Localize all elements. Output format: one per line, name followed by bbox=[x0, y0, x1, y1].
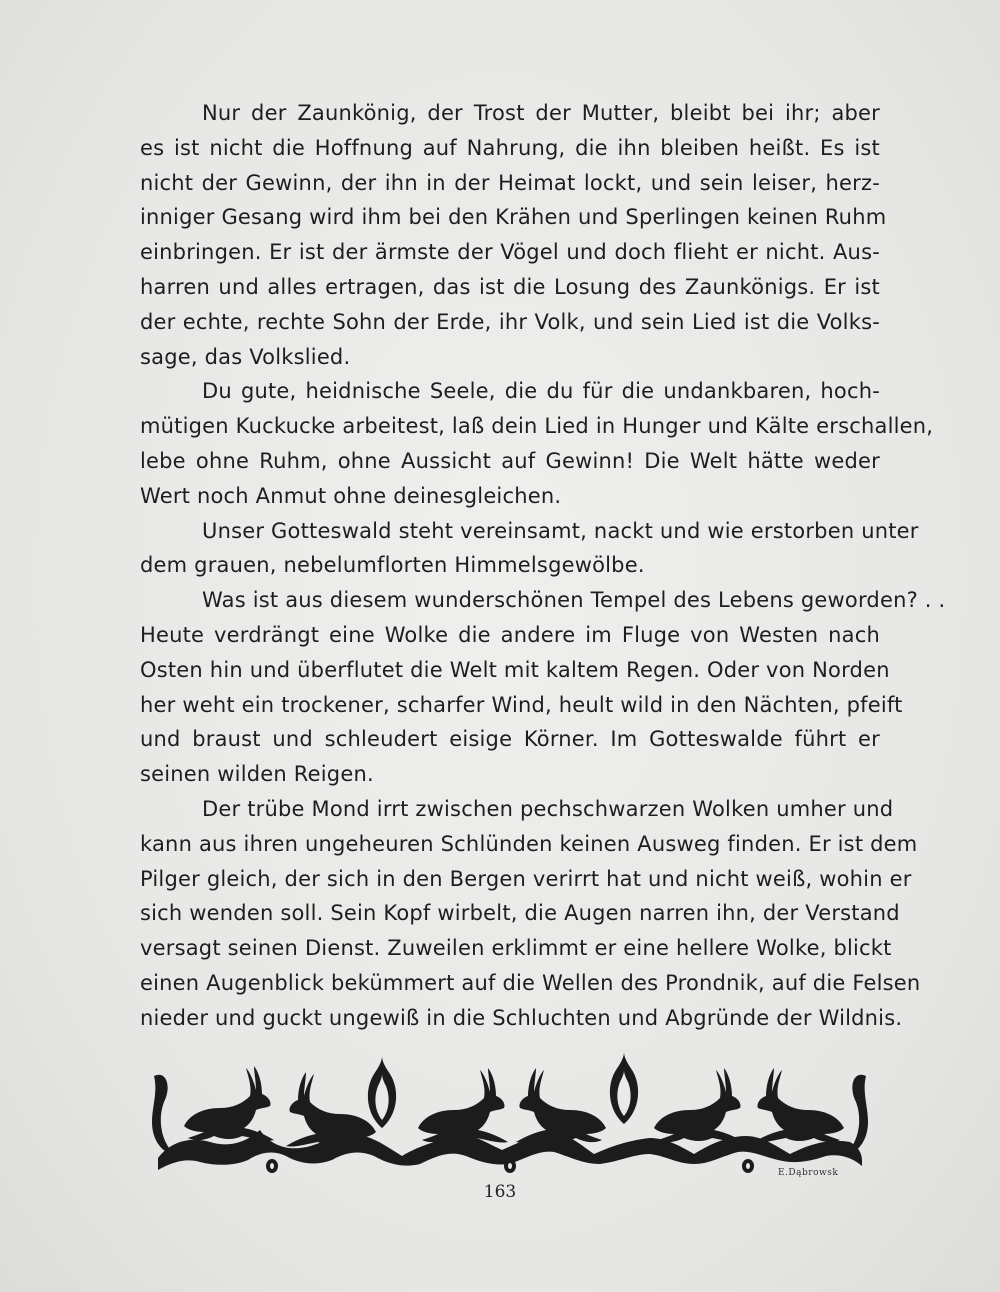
text-line: harren und alles ertragen, das ist die Losung des Zaunkönigs. Er ist bbox=[140, 274, 880, 299]
text-line: der echte, rechte Sohn der Erde, ihr Volk, und sein Lied ist die Volks- bbox=[140, 309, 880, 334]
paragraph-5 bbox=[140, 792, 921, 1036]
body-text bbox=[140, 96, 946, 1036]
text-line: Osten hin und überflutet die Welt mit kaltem Regen. Oder von Norden bbox=[140, 657, 890, 682]
text-line: sich wenden soll. Sein Kopf wirbelt, die Augen narren ihn, der Verstand bbox=[140, 901, 900, 926]
paragraph-4 bbox=[140, 583, 946, 792]
text-line: einbringen. Er ist der ärmste der Vögel und doch flieht er nicht. Aus- bbox=[140, 240, 880, 265]
text-line: einen Augenblick bekümmert auf die Wellen des Prondnik, auf die Felsen bbox=[140, 970, 921, 995]
text-line: mütigen Kuckucke arbeitest, laß dein Lied in Hunger und Kälte erschallen, bbox=[140, 414, 934, 439]
page-number: 163 bbox=[483, 1182, 517, 1202]
text-line: Du gute, heidnische Seele, die du für die undankbaren, hoch- bbox=[202, 379, 880, 404]
text-line: her weht ein trockener, scharfer Wind, heult wild in den Nächten, pfeift bbox=[140, 692, 903, 717]
text-line: nicht der Gewinn, der ihn in der Heimat lockt, und sein leiser, herz- bbox=[140, 170, 880, 195]
text-line: lebe ohne Ruhm, ohne Aussicht auf Gewinn! Die Welt hätte weder bbox=[140, 448, 880, 473]
hare-ornament-border bbox=[150, 1046, 870, 1178]
text-line: Der trübe Mond irrt zwischen pechschwarzen Wolken umher und bbox=[202, 796, 894, 821]
text-line: Wert noch Anmut ohne deinesgleichen. bbox=[140, 483, 562, 508]
artist-signature: E.Dąbrowsk bbox=[778, 1168, 839, 1178]
ornament-band bbox=[152, 1052, 868, 1170]
text-line: dem grauen, nebelumflorten Himmelsgewölbe. bbox=[140, 553, 645, 578]
text-line: versagt seinen Dienst. Zuweilen erklimmt er eine hellere Wolke, blickt bbox=[140, 936, 892, 961]
text-line: inniger Gesang wird ihm bei den Krähen und Sperlingen keinen Ruhm bbox=[140, 205, 887, 230]
text-line: kann aus ihren ungeheuren Schlünden keinen Ausweg finden. Er ist dem bbox=[140, 831, 918, 856]
text-line: Pilger gleich, der sich in den Bergen verirrt hat und nicht weiß, wohin er bbox=[140, 866, 912, 891]
paragraph-3 bbox=[140, 514, 919, 584]
text-line: sage, das Volkslied. bbox=[140, 344, 351, 369]
text-line: und braust und schleudert eisige Körner. Im Gotteswalde führt er bbox=[140, 727, 880, 752]
paragraph-2 bbox=[140, 374, 934, 513]
text-line: Heute verdrängt eine Wolke die andere im Fluge von Westen nach bbox=[140, 622, 880, 647]
text-line: seinen wilden Reigen. bbox=[140, 762, 374, 787]
text-line: Unser Gotteswald steht vereinsamt, nackt und wie erstorben unter bbox=[202, 518, 919, 543]
text-line: es ist nicht die Hoffnung auf Nahrung, die ihn bleiben heißt. Es ist bbox=[140, 135, 880, 160]
text-line: Was ist aus diesem wunderschönen Tempel des Lebens geworden? . . bbox=[202, 588, 946, 613]
paragraph-1 bbox=[140, 96, 887, 374]
text-line: nieder und guckt ungewiß in die Schluchten und Abgründe der Wildnis. bbox=[140, 1005, 903, 1030]
text-line: Nur der Zaunkönig, der Trost der Mutter, bleibt bei ihr; aber bbox=[202, 101, 880, 125]
